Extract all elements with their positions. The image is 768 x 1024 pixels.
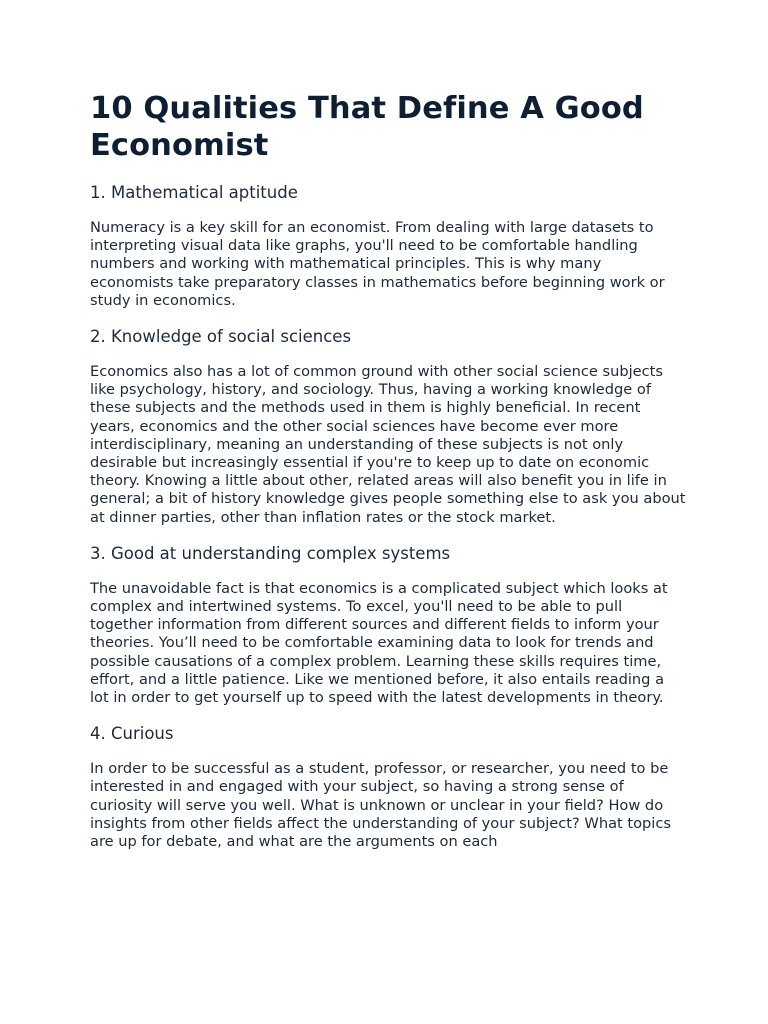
section-heading: 1. Mathematical aptitude <box>90 183 298 202</box>
document-page <box>90 90 686 851</box>
section-heading: 4. Curious <box>90 724 174 744</box>
section-paragraph: Numeracy is a key skill for an economist. From dealing with large datasets to interpreting visual data like graphs, you'll need to be comfortable handling numbers and working with mathematical principles. This is why many economists take preparatory classes in mathematics before beginning work or study in economics. <box>90 219 665 309</box>
section-paragraph: In order to be successful as a student, professor, or researcher, you need to be interested in and engaged with your subject, so having a strong sense of curiosity will serve you well. What is unknown or unclear in your field? How do insights from other fields affect the understanding of your subject? What topics are up for debate, and what are the arguments on each <box>90 760 671 851</box>
document-title: 10 Qualities That Define A Good Economist <box>90 91 644 163</box>
section-mathematical-aptitude <box>90 182 686 310</box>
section-paragraph: Economics also has a lot of common ground with other social science subjects like psychology, history, and sociology. Thus, having a working knowledge of these subjects and the methods used in them is highly beneficial. In recent years, economics and the other social sciences have become ever more interdisciplinary, meaning an understanding of these subjects is not only desirable but increasingly essential if you're to keep up to date on economic theory. Knowing a little about other, related areas will also benefit you in life in general; a bit of history knowledge gives people something else to ask you about at dinner parties, other than inflation rates or the stock market. <box>90 363 686 526</box>
section-heading: 2. Knowledge of social sciences <box>90 327 352 347</box>
section-paragraph: The unavoidable fact is that economics is a complicated subject which looks at complex and intertwined systems. To excel, you'll need to be able to pull together information from different sources and different fields to inform your theories. You’ll need to be comfortable examining data to look for trends and possible causations of a complex problem. Learning these skills requires time, effort, and a little patience. Like we mentioned before, it also entails reading a lot in order to get yourself up to speed with the latest developments in theory. <box>90 579 668 707</box>
section-heading: 3. Good at understanding complex systems <box>90 543 451 563</box>
section-complex-systems <box>90 543 686 707</box>
section-knowledge-of-social-sciences <box>90 326 686 527</box>
section-curious <box>90 723 686 851</box>
